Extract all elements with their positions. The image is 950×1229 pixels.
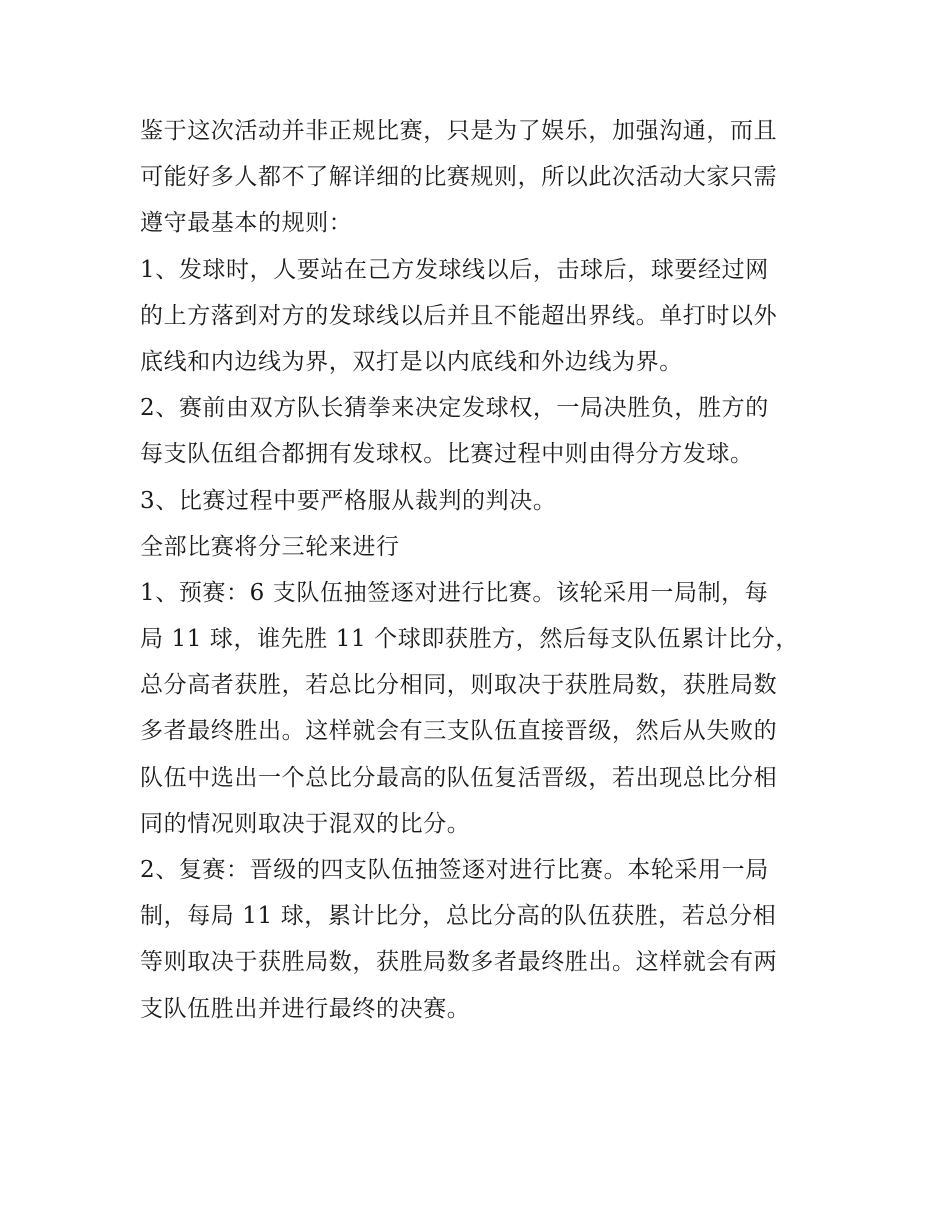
round-1-line: 1、预赛：6 支队伍抽签逐对进行比赛。该轮采用一局制，每 — [140, 579, 769, 606]
round-1-line: 总分高者获胜，若总比分相同，则取决于获胜局数，获胜局数 — [140, 672, 778, 699]
intro-line: 鉴于这次活动并非正规比赛，只是为了娱乐，加强沟通，而且 — [140, 118, 778, 144]
round-1-line: 队伍中选出一个总比分最高的队伍复活晋级，若出现总比分相 — [140, 764, 778, 791]
intro-line: 可能好多人都不了解详细的比赛规则，所以此次活动大家只需 — [140, 164, 778, 191]
rule-2-line: 每支队伍组合都拥有发球权。比赛过程中则由得分方发球。 — [140, 441, 754, 468]
rounds-heading-line: 全部比赛将分三轮来进行 — [140, 533, 400, 560]
round-2-line: 2、复赛：晋级的四支队伍抽签逐对进行比赛。本轮采用一局 — [140, 857, 769, 883]
document-body — [140, 108, 820, 1032]
round-1-line: 多者最终胜出。这样就会有三支队伍直接晋级，然后从失败的 — [140, 718, 778, 745]
round-2-line: 等则取决于获胜局数，获胜局数多者最终胜出。这样就会有两 — [140, 949, 778, 976]
rule-2-line: 2、赛前由双方队长猜拳来决定发球权，一局决胜负，胜方的 — [140, 395, 769, 422]
rule-1-line: 1、发球时，人要站在己方发球线以后，击球后，球要经过网 — [140, 256, 769, 283]
round-1-line: 局 11 球，谁先胜 11 个球即获胜方，然后每支队伍累计比分， — [140, 626, 799, 653]
round-2-line: 制，每局 11 球，累计比分，总比分高的队伍获胜，若总分相 — [140, 903, 777, 930]
rule-3-line: 3、比赛过程中要严格服从裁判的判决。 — [140, 487, 557, 514]
rule-1-line: 底线和内边线为界，双打是以内底线和外边线为界。 — [140, 348, 683, 375]
rule-1-line: 的上方落到对方的发球线以后并且不能超出界线。单打时以外 — [140, 302, 778, 329]
round-1-line: 同的情况则取决于混双的比分。 — [140, 810, 471, 837]
round-2-line: 支队伍胜出并进行最终的决赛。 — [140, 995, 471, 1022]
intro-line: 遵守最基本的规则： — [140, 210, 353, 237]
